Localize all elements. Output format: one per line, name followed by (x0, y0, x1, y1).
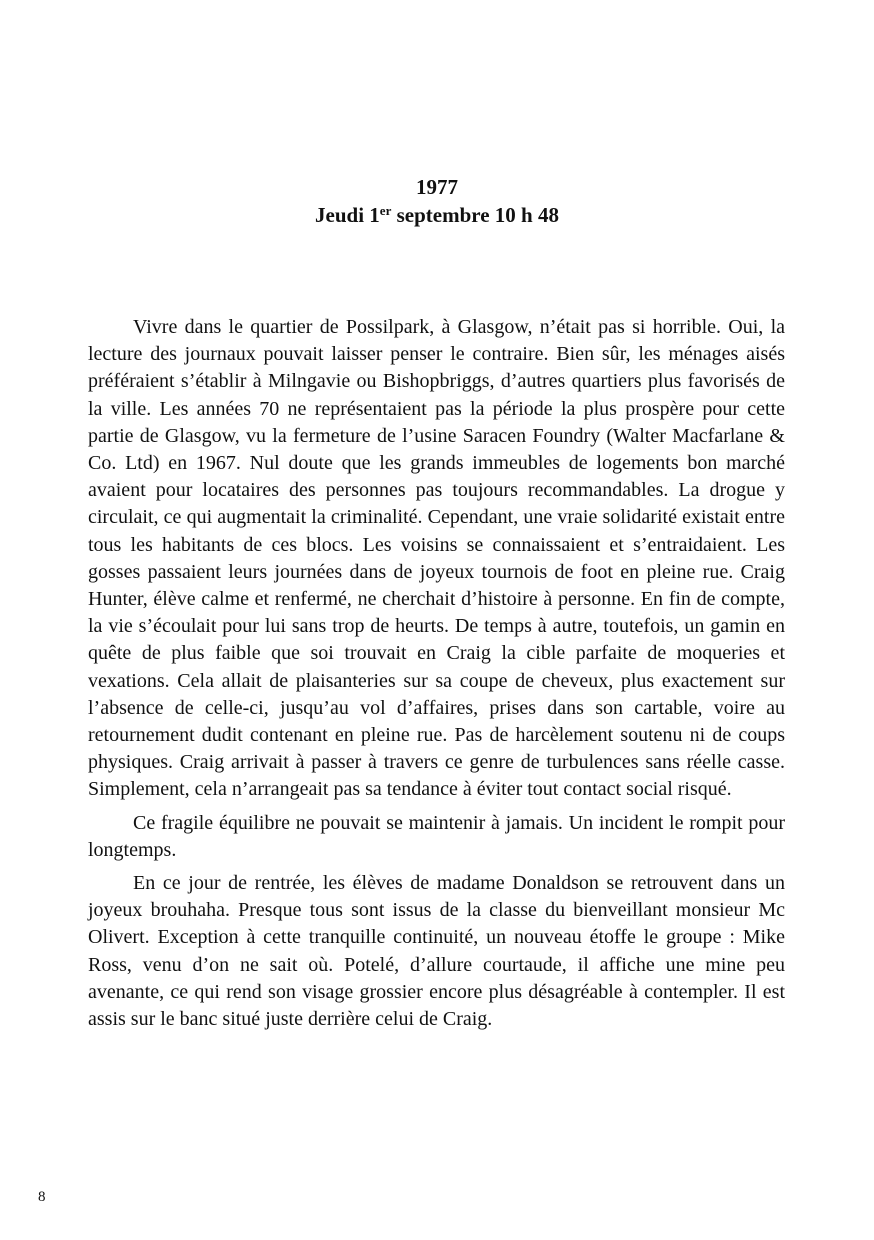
body-text (88, 314, 785, 1039)
chapter-date-superscript: er (379, 203, 392, 218)
page-number: 8 (38, 1189, 46, 1205)
paragraph: Ce fragile équilibre ne pouvait se maintenir à jamais. Un incident le rompit pour longtemps. (88, 811, 785, 861)
chapter-date-prefix: Jeudi 1 (315, 203, 380, 227)
chapter-heading (0, 173, 874, 229)
chapter-year: 1977 (416, 175, 458, 199)
paragraph: En ce jour de rentrée, les élèves de madame Donaldson se retrouvent dans un joyeux brouhaha. Presque tous sont issus de la classe du bienveillant monsieur Mc Olivert. Exception à cette tranquille continuité, un nouveau étoffe le groupe : Mike Ross, venu d’on ne sait où. Potelé, d’allure courtaude, il affiche une mine peu avenante, ce qui rend son visage grossier encore plus désagréable à contempler. Il est assis sur le banc situé juste derrière celui de Craig. (88, 872, 785, 1031)
paragraph: Vivre dans le quartier de Possilpark, à Glasgow, n’était pas si horrible. Oui, la lecture des journaux pouvait laisser penser le contraire. Bien sûr, les ménages aisés préféraient s’établir à Milngavie ou Bishopbriggs, d’autres quartiers plus favorisés de la ville. Les années 70 ne représentaient pas la période la plus prospère pour cette partie de Glasgow, vu la fermeture de l’usine Saracen Foundry (Walter Macfarlane & Co. Ltd) en 1967. Nul doute que les grands immeubles de logements bon marché avaient pour locataires des personnes pas toujours recommandables. La drogue y circulait, ce qui augmentait la criminalité. Cependant, une vraie solidarité existait entre tous les habitants de ces blocs. Les voisins se connaissaient et s’entraidaient. Les gosses passaient leurs journées dans de joyeux tournois de foot en pleine rue. Craig Hunter, élève calme et renfermé, ne cherchait d’histoire à personne. En fin de compte, la vie s’écoulait pour lui sans trop de heurts. De temps à autre, toutefois, un gamin en quête de plus faible que soi trouvait en Craig la cible parfaite de moqueries et vexations. Cela allait de plaisanteries sur sa coupe de cheveux, plus exactement sur l’absence de celle-ci, jusqu’au vol d’affaires, prises dans son cartable, voire au retournement dudit contenant en pleine rue. Pas de harcèlement soutenu ni de coups physiques. Craig arrivait à passer à travers ce genre de turbulences sans réelle casse. Simplement, cela n’arrangeait pas sa tendance à éviter tout contact social risqué. (88, 316, 785, 801)
chapter-date-suffix: septembre 10 h 48 (391, 203, 559, 227)
chapter-date (0, 201, 874, 229)
